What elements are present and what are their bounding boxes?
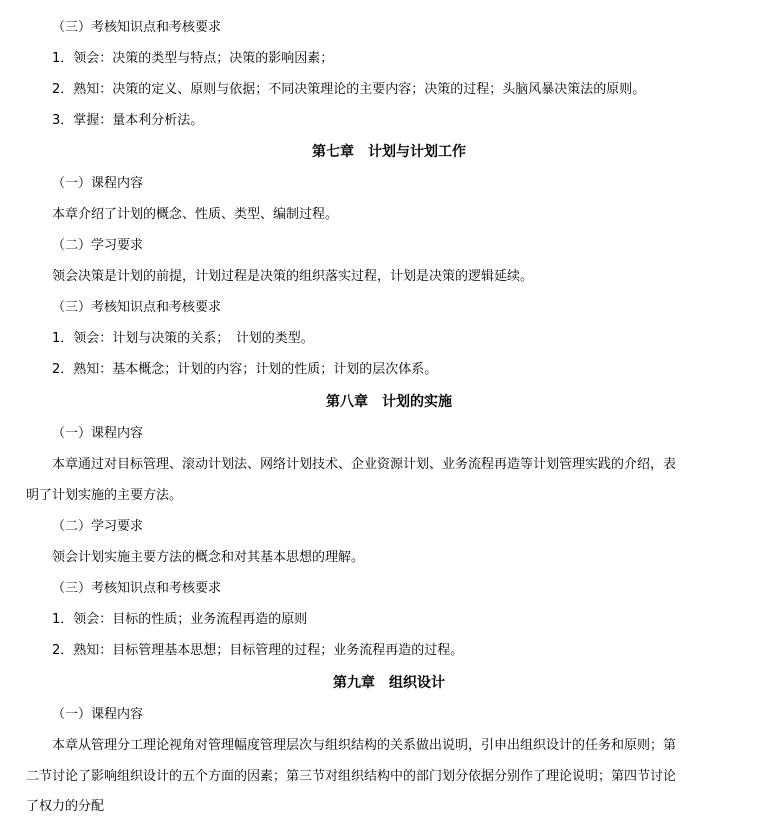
list-item: 1．领会：决策的类型与特点；决策的影响因素；	[52, 51, 334, 66]
list-item: 2．熟知：决策的定义、原则与依据；不同决策理论的主要内容；决策的过程；头脑风暴决策法的原则。	[52, 82, 646, 97]
section-heading: （三）考核知识点和考核要求	[52, 20, 222, 35]
list-item: 2．熟知：目标管理基本思想；目标管理的过程；业务流程再造的过程。	[52, 643, 464, 658]
chapter-title: 第九章 组织设计	[333, 675, 445, 691]
section-heading: （二）学习要求	[52, 519, 144, 534]
paragraph: 领会决策是计划的前提，计划过程是决策的组织落实过程，计划是决策的逻辑延续。	[52, 269, 534, 284]
section-heading: （三）考核知识点和考核要求	[52, 581, 222, 596]
paragraph: 明了计划实施的主要方法。	[26, 488, 183, 503]
section-heading: （一）课程内容	[52, 176, 144, 191]
list-item: 1．领会：计划与决策的关系； 计划的类型。	[52, 331, 314, 346]
section-heading: （二）学习要求	[52, 238, 144, 253]
list-item: 2．熟知：基本概念；计划的内容；计划的性质；计划的层次体系。	[52, 362, 438, 377]
list-item: 3．掌握：量本利分析法。	[52, 113, 204, 128]
paragraph: 本章介绍了计划的概念、性质、类型、编制过程。	[52, 207, 339, 222]
list-item: 1．领会：目标的性质；业务流程再造的原则	[52, 612, 308, 627]
chapter-title: 第八章 计划的实施	[326, 394, 452, 410]
section-heading: （一）课程内容	[52, 426, 144, 441]
paragraph: 本章从管理分工理论视角对管理幅度管理层次与组织结构的关系做出说明，引申出组织设计的任务和原则；第	[52, 738, 677, 753]
paragraph: 二节讨论了影响组织设计的五个方面的因素；第三节对组织结构中的部门划分依据分别作了理论说明；第四节讨论	[26, 769, 677, 784]
paragraph: 本章通过对目标管理、滚动计划法、网络计划技术、企业资源计划、业务流程再造等计划管理实践的介绍，表	[52, 457, 677, 472]
paragraph: 领会计划实施主要方法的概念和对其基本思想的理解。	[52, 550, 365, 565]
section-heading: （三）考核知识点和考核要求	[52, 300, 222, 315]
chapter-title: 第七章 计划与计划工作	[312, 144, 466, 160]
paragraph: 了权力的分配	[26, 799, 105, 814]
section-heading: （一）课程内容	[52, 707, 144, 722]
